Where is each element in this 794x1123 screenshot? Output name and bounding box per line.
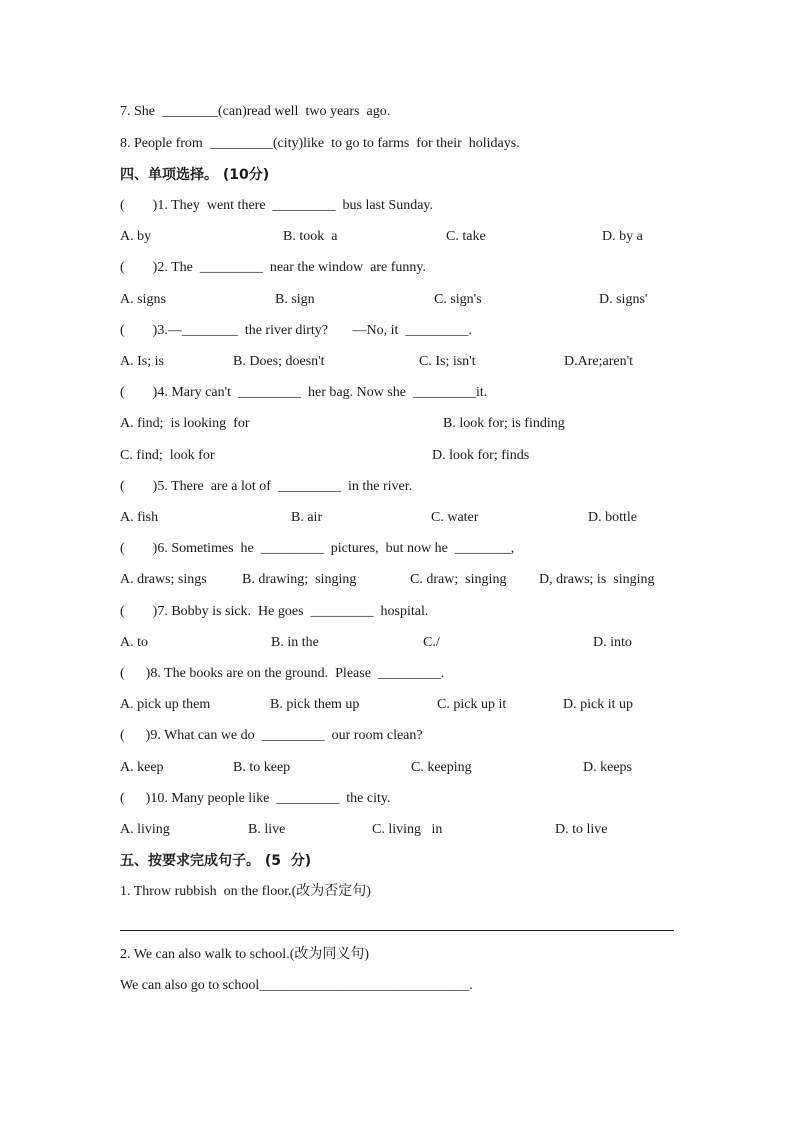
mc-9-option-b: B. to keep — [233, 760, 291, 775]
mc-4-option-c: C. find; look for — [120, 448, 215, 463]
mc-10-option-d: D. to live — [555, 822, 608, 837]
mc-6-option-b: B. drawing; singing — [242, 572, 357, 587]
mc-question-2: ( )2. The _________ near the window are funny. — [120, 260, 426, 275]
mc-2-option-b: B. sign — [275, 292, 315, 307]
mc-9-option-c: C. keeping — [411, 760, 472, 775]
mc-9-option-a: A. keep — [120, 760, 164, 775]
mc-3-option-b: B. Does; doesn't — [233, 354, 325, 369]
mc-3-option-d: D.Are;aren't — [564, 354, 633, 369]
rewrite-question-2: 2. We can also walk to school.(改为同义句) — [120, 947, 370, 962]
mc-7-option-c: C./ — [423, 635, 440, 650]
rewrite-answer-2[interactable]: We can also go to school______________________________. — [120, 978, 473, 993]
mc-8-option-a: A. pick up them — [120, 697, 211, 712]
mc-9-option-d: D. keeps — [583, 760, 632, 775]
mc-5-option-d: D. bottle — [588, 510, 637, 525]
mc-8-option-c: C. pick up it — [437, 697, 507, 712]
mc-7-option-b: B. in the — [271, 635, 319, 650]
mc-10-option-c: C. living in — [372, 822, 443, 837]
mc-question-9: ( )9. What can we do _________ our room clean? — [120, 728, 423, 743]
question-8: 8. People from _________(city)like to go to farms for their holidays. — [120, 136, 520, 151]
mc-10-option-a: A. living — [120, 822, 170, 837]
section-4-heading: 四、单项选择。 (10分) — [120, 167, 270, 183]
mc-question-6: ( )6. Sometimes he _________ pictures, but now he ________, — [120, 541, 515, 556]
mc-6-option-c: C. draw; singing — [410, 572, 507, 587]
mc-7-option-a: A. to — [120, 635, 148, 650]
mc-10-option-b: B. live — [248, 822, 286, 837]
mc-8-option-b: B. pick them up — [270, 697, 360, 712]
mc-2-option-a: A. signs — [120, 292, 166, 307]
mc-1-option-d: D. by a — [602, 229, 643, 244]
mc-5-option-a: A. fish — [120, 510, 159, 525]
question-7: 7. She ________(can)read well two years ago. — [120, 104, 391, 119]
mc-8-option-d: D. pick it up — [563, 697, 633, 712]
mc-question-1: ( )1. They went there _________ bus last Sunday. — [120, 198, 434, 213]
mc-6-option-a: A. draws; sings — [120, 572, 207, 587]
mc-2-option-d: D. signs' — [599, 292, 648, 307]
mc-4-option-a: A. find; is looking for — [120, 416, 250, 431]
mc-1-option-a: A. by — [120, 229, 152, 244]
mc-1-option-c: C. take — [446, 229, 486, 244]
mc-question-7: ( )7. Bobby is sick. He goes _________ hospital. — [120, 604, 429, 619]
mc-6-option-d: D, draws; is singing — [539, 572, 655, 587]
mc-7-option-d: D. into — [593, 635, 632, 650]
rewrite-question-1: 1. Throw rubbish on the floor.(改为否定句) — [120, 884, 371, 899]
mc-4-option-b: B. look for; is finding — [443, 416, 565, 431]
mc-5-option-b: B. air — [291, 510, 323, 525]
mc-3-option-c: C. Is; isn't — [419, 354, 476, 369]
mc-question-5: ( )5. There are a lot of _________ in the river. — [120, 479, 413, 494]
mc-question-8: ( )8. The books are on the ground. Please _________. — [120, 666, 445, 681]
mc-question-4: ( )4. Mary can't _________ her bag. Now she _________it. — [120, 385, 488, 400]
answer-line[interactable] — [120, 930, 674, 931]
mc-question-10: ( )10. Many people like _________ the city. — [120, 791, 391, 806]
mc-1-option-b: B. took a — [283, 229, 338, 244]
mc-question-3: ( )3.—________ the river dirty? —No, it _________. — [120, 323, 472, 338]
mc-2-option-c: C. sign's — [434, 292, 482, 307]
mc-4-option-d: D. look for; finds — [432, 448, 530, 463]
section-5-heading: 五、按要求完成句子。 (5 分) — [120, 853, 312, 869]
mc-3-option-a: A. Is; is — [120, 354, 164, 369]
mc-5-option-c: C. water — [431, 510, 479, 525]
